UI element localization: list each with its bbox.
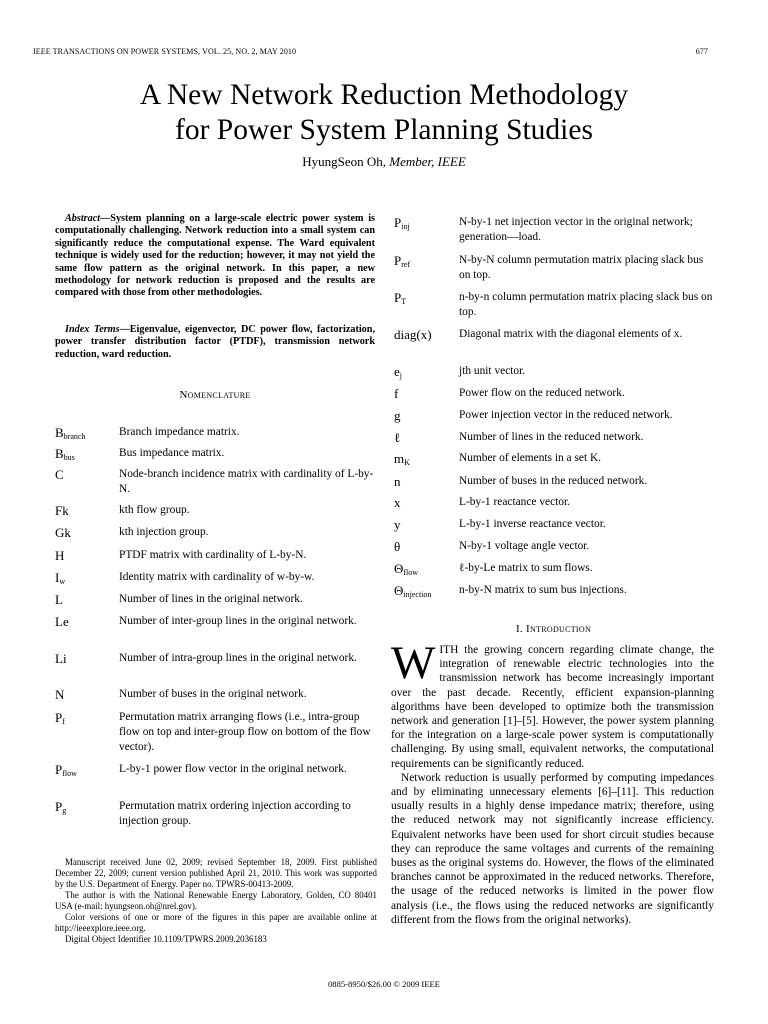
nomenclature-symbol — [394, 364, 459, 383]
author-line — [0, 154, 768, 170]
nomenclature-definition: Bus impedance matrix. — [119, 447, 225, 459]
symbol-subscript: injection — [403, 590, 432, 599]
symbol-base: x — [394, 495, 401, 510]
nomenclature-definition: Number of buses in the original network. — [119, 688, 307, 700]
nomenclature-entry — [394, 517, 714, 532]
nomenclature-definition: N-by-1 voltage angle vector. — [459, 540, 590, 552]
symbol-base: P — [55, 710, 63, 725]
nomenclature-symbol — [394, 253, 459, 283]
symbol-base: m — [394, 451, 405, 466]
nomenclature-entry — [394, 430, 714, 445]
nomenclature-entry — [394, 215, 714, 245]
author-affiliation: Member, IEEE — [389, 154, 466, 169]
index-terms-text: —Eigenvalue, eigenvector, DC power flow, factorization, power transfer distribution factor (PTDF), transmission network reduction, ward reduction. — [55, 324, 375, 360]
symbol-subscript: flow — [403, 568, 419, 577]
intro-paragraph-2: Network reduction is usually performed by computing impedances and by eliminating unnecessary elements [6]–[11]. This reduction usually results in a highly dense impedance matrix; therefore, using the reduced network may not significantly increase efficiency. Equivalent networks have been used for short circuit studies because they can reproduce the same voltages and currents of the remaining buses as the original systems do. However, the flows of the eliminated branches cannot be approximated in the reduced networks. Therefore, the usage of the reduced networks is limited in the power flow analysis (i.e., the flows using the reduced networks are significantly different from the flows from the original networks). — [391, 771, 714, 926]
symbol-subscript: K — [404, 458, 410, 467]
symbol-subscript: ref — [401, 260, 411, 269]
footnote-author: The author is with the National Renewable Energy Laboratory, Golden, CO 80401 USA (e-mail: hyungseon.oh@nrel.gov). — [55, 890, 377, 911]
symbol-subscript: flow — [62, 769, 77, 778]
symbol-base: N — [55, 687, 65, 702]
nomenclature-entry — [394, 327, 714, 342]
symbol-base: Gk — [55, 525, 71, 540]
nomenclature-entry — [394, 561, 714, 580]
nomenclature-definition: L-by-1 reactance vector. — [459, 496, 570, 508]
nomenclature-entry — [55, 503, 375, 518]
footnote-color: Color versions of one or more of the figures in this paper are available online at http://ieeexplore.ieee.org. — [55, 912, 377, 933]
symbol-subscript: w — [59, 577, 66, 586]
nomenclature-definition: N-by-1 net injection vector in the original network; generation—load. — [459, 216, 693, 243]
paper-title — [0, 78, 768, 148]
page-number: 677 — [695, 47, 708, 56]
nomenclature-symbol — [394, 561, 459, 580]
symbol-base: L — [55, 592, 63, 607]
nomenclature-definition: n-by-n column permutation matrix placing slack bus on top. — [459, 291, 713, 318]
nomenclature-entry — [394, 451, 714, 470]
nomenclature-definition: Power injection vector in the reduced network. — [459, 409, 673, 421]
index-terms-label: Index Terms — [65, 324, 120, 335]
title-line-1: A New Network Reduction Methodology — [139, 79, 629, 111]
nomenclature-definition: kth flow group. — [119, 504, 190, 516]
nomenclature-entry — [394, 408, 714, 423]
symbol-subscript: branch — [63, 432, 86, 441]
symbol-subscript: bus — [63, 453, 75, 462]
symbol-subscript: T — [401, 297, 407, 306]
symbol-base: B — [55, 446, 64, 461]
symbol-base: diag(x) — [394, 327, 432, 342]
nomenclature-definition: ℓ-by-Le matrix to sum flows. — [459, 562, 593, 574]
nomenclature-definition: PTDF matrix with cardinality of L-by-N. — [119, 549, 307, 561]
symbol-base: Li — [55, 651, 67, 666]
symbol-base: n — [394, 474, 401, 489]
nomenclature-definition: Diagonal matrix with the diagonal elements of x. — [459, 328, 683, 340]
nomenclature-symbol — [55, 710, 119, 755]
symbol-base: Θ — [394, 561, 404, 576]
nomenclature-symbol — [394, 408, 459, 423]
nomenclature-symbol — [55, 425, 119, 444]
nomenclature-symbol — [394, 451, 459, 470]
nomenclature-symbol — [55, 503, 119, 518]
symbol-base: f — [394, 386, 399, 401]
abstract-label: Abstract — [65, 213, 101, 224]
nomenclature-entry — [55, 799, 375, 829]
nomenclature-symbol — [394, 290, 459, 320]
nomenclature-entry — [55, 614, 375, 629]
symbol-base: H — [55, 548, 65, 563]
author-name: HyungSeon Oh, — [302, 154, 386, 169]
nomenclature-entry — [55, 592, 375, 607]
nomenclature-definition: L-by-1 power flow vector in the original network. — [119, 763, 347, 775]
nomenclature-definition: Permutation matrix ordering injection according to injection group. — [119, 800, 351, 827]
nomenclature-symbol — [55, 467, 119, 497]
nomenclature-entry — [394, 474, 714, 489]
nomenclature-symbol — [394, 430, 459, 445]
nomenclature-symbol — [394, 474, 459, 489]
symbol-subscript: f — [62, 717, 65, 726]
nomenclature-symbol — [55, 614, 119, 629]
symbol-base: Fk — [55, 503, 69, 518]
title-line-2: for Power System Planning Studies — [175, 114, 593, 146]
nomenclature-definition: N-by-N column permutation matrix placing slack bus on top. — [459, 254, 704, 281]
symbol-base: B — [55, 425, 64, 440]
nomenclature-entry — [394, 253, 714, 283]
nomenclature-entry — [394, 495, 714, 510]
nomenclature-symbol — [394, 583, 459, 602]
index-terms — [55, 324, 375, 361]
nomenclature-definition: Number of lines in the original network. — [119, 593, 303, 605]
symbol-base: P — [55, 762, 63, 777]
nomenclature-definition: jth unit vector. — [459, 365, 526, 377]
symbol-base: P — [394, 253, 402, 268]
journal-header: IEEE TRANSACTIONS ON POWER SYSTEMS, VOL. 25, NO. 2, MAY 2010 — [33, 47, 297, 56]
nomenclature-definition: Number of inter-group lines in the original network. — [119, 615, 357, 627]
nomenclature-symbol — [394, 539, 459, 554]
nomenclature-symbol — [394, 495, 459, 510]
symbol-base: θ — [394, 539, 401, 554]
nomenclature-entry — [55, 467, 375, 497]
intro-paragraph-1: ITH the growing concern regarding climate change, the integration of renewable electric technologies into the transmission network has become increasingly important over the past decade. Recently, efficient expansion-planning algorithms have been developed to optimize both the transmission network and generation [1]–[5]. However, the power system planning for the integration on a large-scale power system is computationally challenging. By using small, equivalent networks, the computational requirements can be significantly reduced. — [391, 644, 714, 770]
drop-cap: W — [391, 637, 436, 689]
symbol-base: e — [394, 364, 400, 379]
introduction-text — [391, 637, 714, 927]
symbol-base: P — [394, 290, 402, 305]
nomenclature-definition: Power flow on the reduced network. — [459, 387, 625, 399]
nomenclature-symbol — [55, 570, 119, 589]
abstract — [55, 213, 375, 300]
symbol-subscript: j — [399, 371, 403, 380]
nomenclature-entry — [55, 425, 375, 444]
section-heading — [391, 623, 716, 635]
nomenclature-definition: Number of elements in a set K. — [459, 452, 602, 464]
nomenclature-entry — [55, 525, 375, 540]
nomenclature-entry — [394, 539, 714, 554]
nomenclature-symbol — [55, 687, 119, 702]
symbol-base: P — [394, 215, 402, 230]
symbol-subscript: inj — [401, 222, 410, 231]
nomenclature-entry — [55, 710, 375, 755]
nomenclature-symbol — [55, 525, 119, 540]
section-number: I. — [515, 623, 523, 635]
nomenclature-entry — [55, 651, 375, 666]
nomenclature-symbol — [394, 386, 459, 401]
nomenclature-definition: n-by-N matrix to sum bus injections. — [459, 584, 627, 596]
nomenclature-symbol — [55, 592, 119, 607]
symbol-base: ℓ — [394, 430, 401, 445]
nomenclature-definition: Permutation matrix arranging flows (i.e., intra-group flow on top and inter-group flow on bottom of the flow vector). — [119, 711, 371, 753]
nomenclature-entry — [394, 364, 714, 383]
nomenclature-symbol — [55, 762, 119, 781]
nomenclature-symbol — [394, 215, 459, 245]
nomenclature-symbol — [55, 799, 119, 829]
nomenclature-entry — [394, 583, 714, 602]
symbol-subscript: g — [62, 806, 67, 815]
nomenclature-definition: Node-branch incidence matrix with cardinality of L-by-N. — [119, 468, 374, 495]
nomenclature-definition: Branch impedance matrix. — [119, 426, 240, 438]
symbol-base: Θ — [394, 583, 404, 598]
nomenclature-definition: kth injection group. — [119, 526, 209, 538]
section-title: Introduction — [526, 623, 592, 635]
nomenclature-symbol — [394, 327, 459, 342]
copyright-line: 0885-8950/$26.00 © 2009 IEEE — [327, 979, 441, 989]
nomenclature-entry — [55, 687, 375, 702]
nomenclature-symbol — [55, 446, 119, 465]
symbol-base: C — [55, 467, 64, 482]
footnotes — [55, 857, 377, 945]
nomenclature-entry — [55, 762, 375, 781]
nomenclature-entry — [394, 386, 714, 401]
nomenclature-entry — [394, 290, 714, 320]
nomenclature-symbol — [55, 651, 119, 666]
abstract-text: —System planning on a large-scale electric power system is computationally challenging. Network reduction into a small system can significantly reduce the computational expense. The Ward equivalent technique is widely used for the reduction; however, it may not yield the same flow pattern as the original network. In this paper, a new methodology for network reduction is proposed and the results are compared with those from other methodologies. — [55, 213, 375, 299]
nomenclature-definition: Number of lines in the reduced network. — [459, 431, 644, 443]
symbol-base: P — [55, 799, 63, 814]
nomenclature-definition: Number of buses in the reduced network. — [459, 475, 648, 487]
symbol-base: Le — [55, 614, 69, 629]
nomenclature-heading: Nomenclature — [179, 389, 251, 401]
symbol-base: g — [394, 408, 401, 423]
symbol-base: y — [394, 517, 401, 532]
nomenclature-entry — [55, 446, 375, 465]
nomenclature-definition: Identity matrix with cardinality of w-by-w. — [119, 571, 315, 583]
nomenclature-symbol — [394, 517, 459, 532]
nomenclature-definition: L-by-1 inverse reactance vector. — [459, 518, 606, 530]
nomenclature-definition: Number of intra-group lines in the original network. — [119, 652, 357, 664]
nomenclature-entry — [55, 548, 375, 563]
footnote-doi: Digital Object Identifier 10.1109/TPWRS.2009.2036183 — [65, 934, 267, 944]
nomenclature-symbol — [55, 548, 119, 563]
symbol-base: I — [55, 570, 60, 585]
nomenclature-entry — [55, 570, 375, 589]
footnote-manuscript: Manuscript received June 02, 2009; revised September 18, 2009. First published December 22, 2009; current version published April 21, 2010. This work was supported by the U.S. Department of Energy. Paper no. TPWRS-00413-2009. — [55, 857, 377, 889]
